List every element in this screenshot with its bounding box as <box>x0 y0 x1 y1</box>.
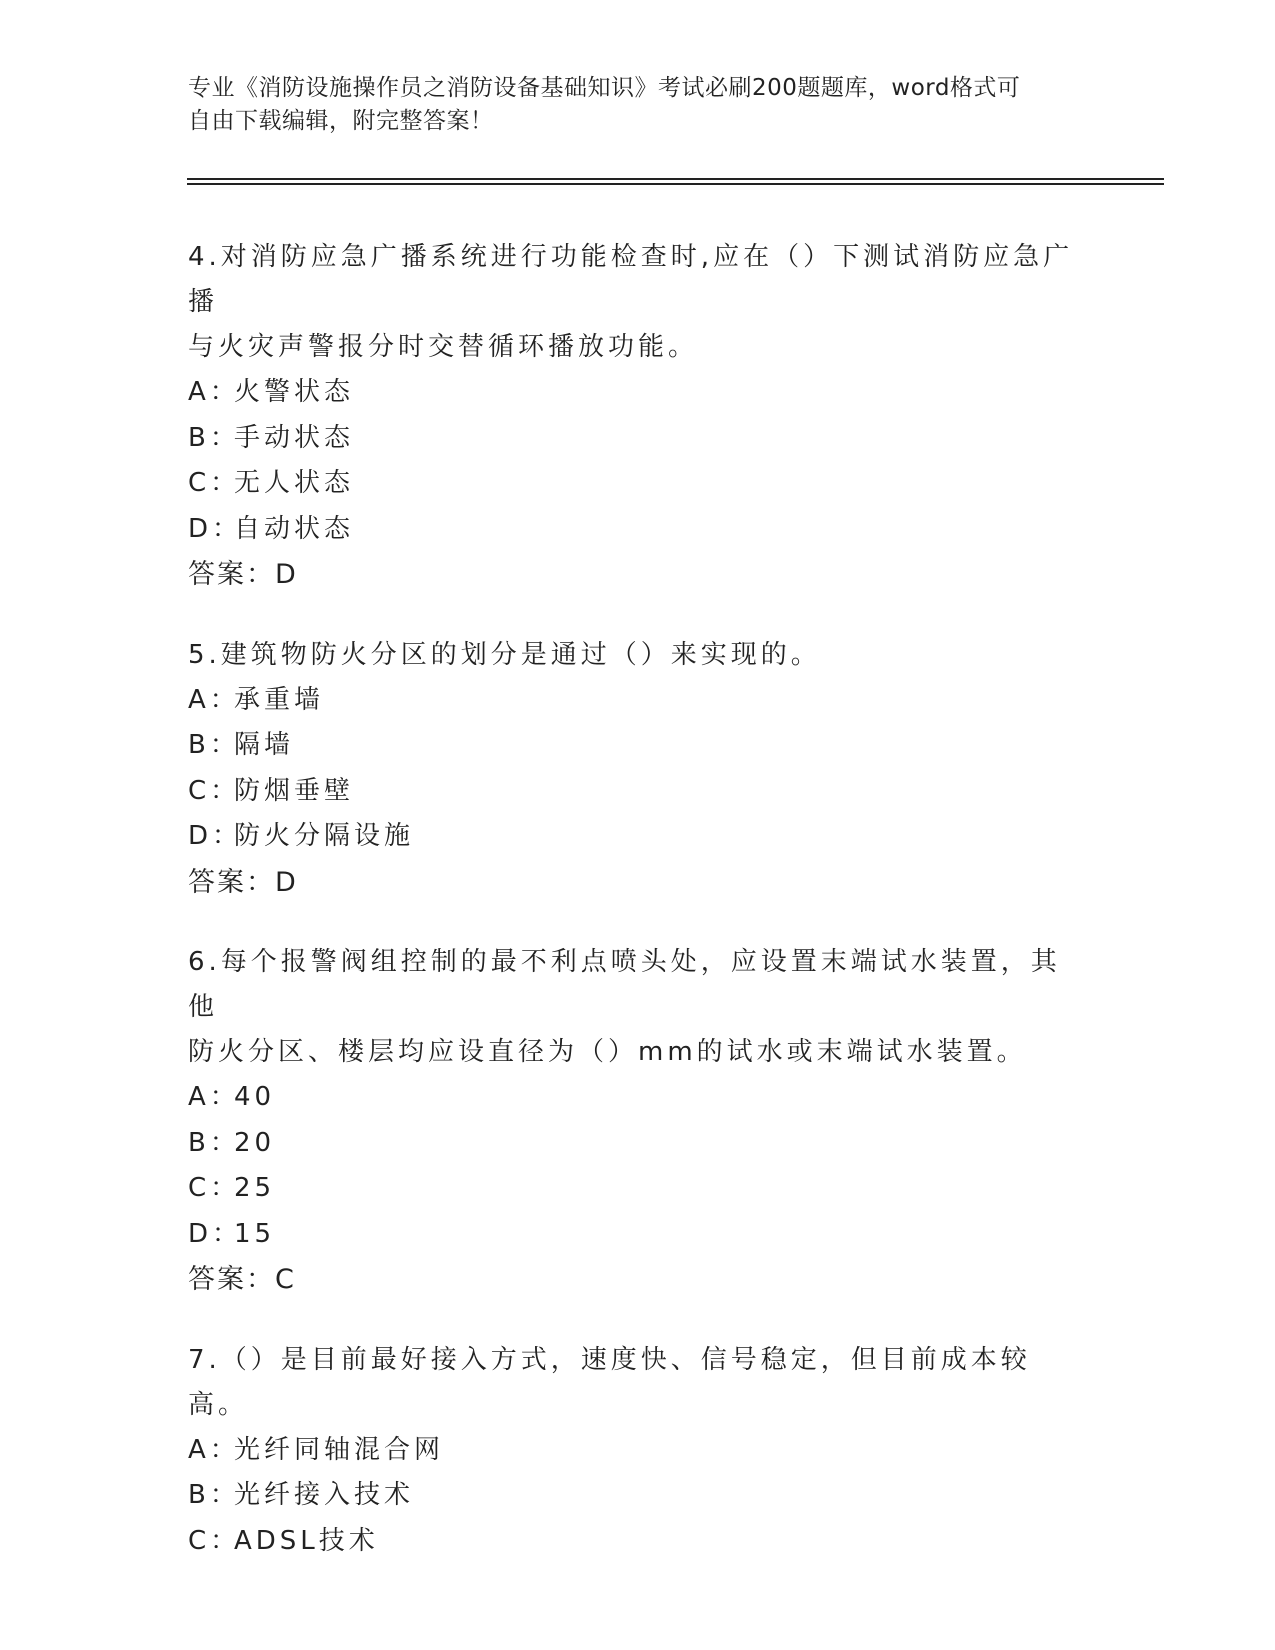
answer-option <box>188 814 1088 860</box>
answer-option <box>188 1519 1088 1565</box>
option-text: 光纤同轴混合网 <box>234 1434 445 1465</box>
answer-option <box>188 1473 1088 1519</box>
option-text: 火警状态 <box>234 377 355 407</box>
question-stem-line: 5.建筑物防火分区的划分是通过（）来实现的。 <box>188 639 821 670</box>
option-letter: B： <box>188 730 240 760</box>
question-block <box>188 940 1088 1303</box>
option-letter: B： <box>188 1127 240 1158</box>
answer-option <box>188 507 1088 553</box>
question-stem-line: 7.（）是目前最好接入方式，速度快、信号稳定，但目前成本较高。 <box>188 1344 1031 1420</box>
option-letter: D： <box>188 513 243 544</box>
option-letter: A： <box>188 377 240 407</box>
question-stem-line: 防火分区、楼层均应设直径为（）mm的试水或末端试水装置。 <box>188 1037 1027 1067</box>
answer-option <box>188 1075 1088 1121</box>
answer-option <box>188 370 1088 416</box>
option-text: ADSL技术 <box>234 1525 379 1556</box>
option-text: 15 <box>234 1218 276 1249</box>
answer-option <box>188 1212 1088 1258</box>
option-letter: C： <box>188 468 241 498</box>
document-header <box>188 72 1068 138</box>
header-line-1: 专业《消防设施操作员之消防设备基础知识》考试必刷200题题库，word格式可 <box>188 75 1021 101</box>
question-block <box>188 235 1088 598</box>
answer-option <box>188 769 1088 815</box>
answer-option <box>188 416 1088 462</box>
option-letter: D： <box>188 1218 243 1249</box>
header-divider-bottom <box>187 183 1164 185</box>
option-text: 自动状态 <box>234 513 355 544</box>
question-stem-line: 6.每个报警阀组控制的最不利点喷头处，应设置末端试水装置，其他 <box>188 947 1061 1022</box>
answer-option <box>188 1428 1088 1474</box>
option-letter: C： <box>188 1525 241 1556</box>
answer-key: 答案：D <box>188 559 298 590</box>
question-block <box>188 1338 1088 1565</box>
answer-key: 答案：D <box>188 866 298 898</box>
option-letter: A： <box>188 1082 240 1112</box>
option-text: 无人状态 <box>234 468 355 498</box>
answer-option <box>188 678 1088 724</box>
option-text: 隔墙 <box>234 730 295 760</box>
option-text: 防烟垂壁 <box>234 775 355 806</box>
option-letter: B： <box>188 422 240 453</box>
option-text: 手动状态 <box>234 422 355 453</box>
answer-option <box>188 723 1088 769</box>
option-letter: D： <box>188 821 243 851</box>
option-text: 承重墙 <box>234 684 325 715</box>
header-line-2: 自由下载编辑，附完整答案！ <box>188 108 494 134</box>
question-block <box>188 633 1088 906</box>
answer-option <box>188 1166 1088 1212</box>
option-letter: B： <box>188 1480 240 1510</box>
question-stem-line: 与火灾声警报分时交替循环播放功能。 <box>188 332 699 362</box>
question-stem-line: 4.对消防应急广播系统进行功能检查时,应在（）下测试消防应急广播 <box>188 242 1074 317</box>
option-text: 光纤接入技术 <box>234 1480 415 1510</box>
option-letter: A： <box>188 1434 240 1465</box>
answer-option <box>188 1121 1088 1167</box>
option-letter: A： <box>188 684 240 715</box>
answer-key: 答案：C <box>188 1264 296 1295</box>
answer-option <box>188 461 1088 507</box>
option-text: 25 <box>234 1173 276 1203</box>
question-list <box>188 235 1088 1599</box>
option-text: 20 <box>234 1127 276 1158</box>
option-text: 防火分隔设施 <box>234 821 415 851</box>
option-letter: C： <box>188 1173 241 1203</box>
header-divider-top <box>187 178 1164 180</box>
option-letter: C： <box>188 775 241 806</box>
option-text: 40 <box>234 1082 276 1112</box>
